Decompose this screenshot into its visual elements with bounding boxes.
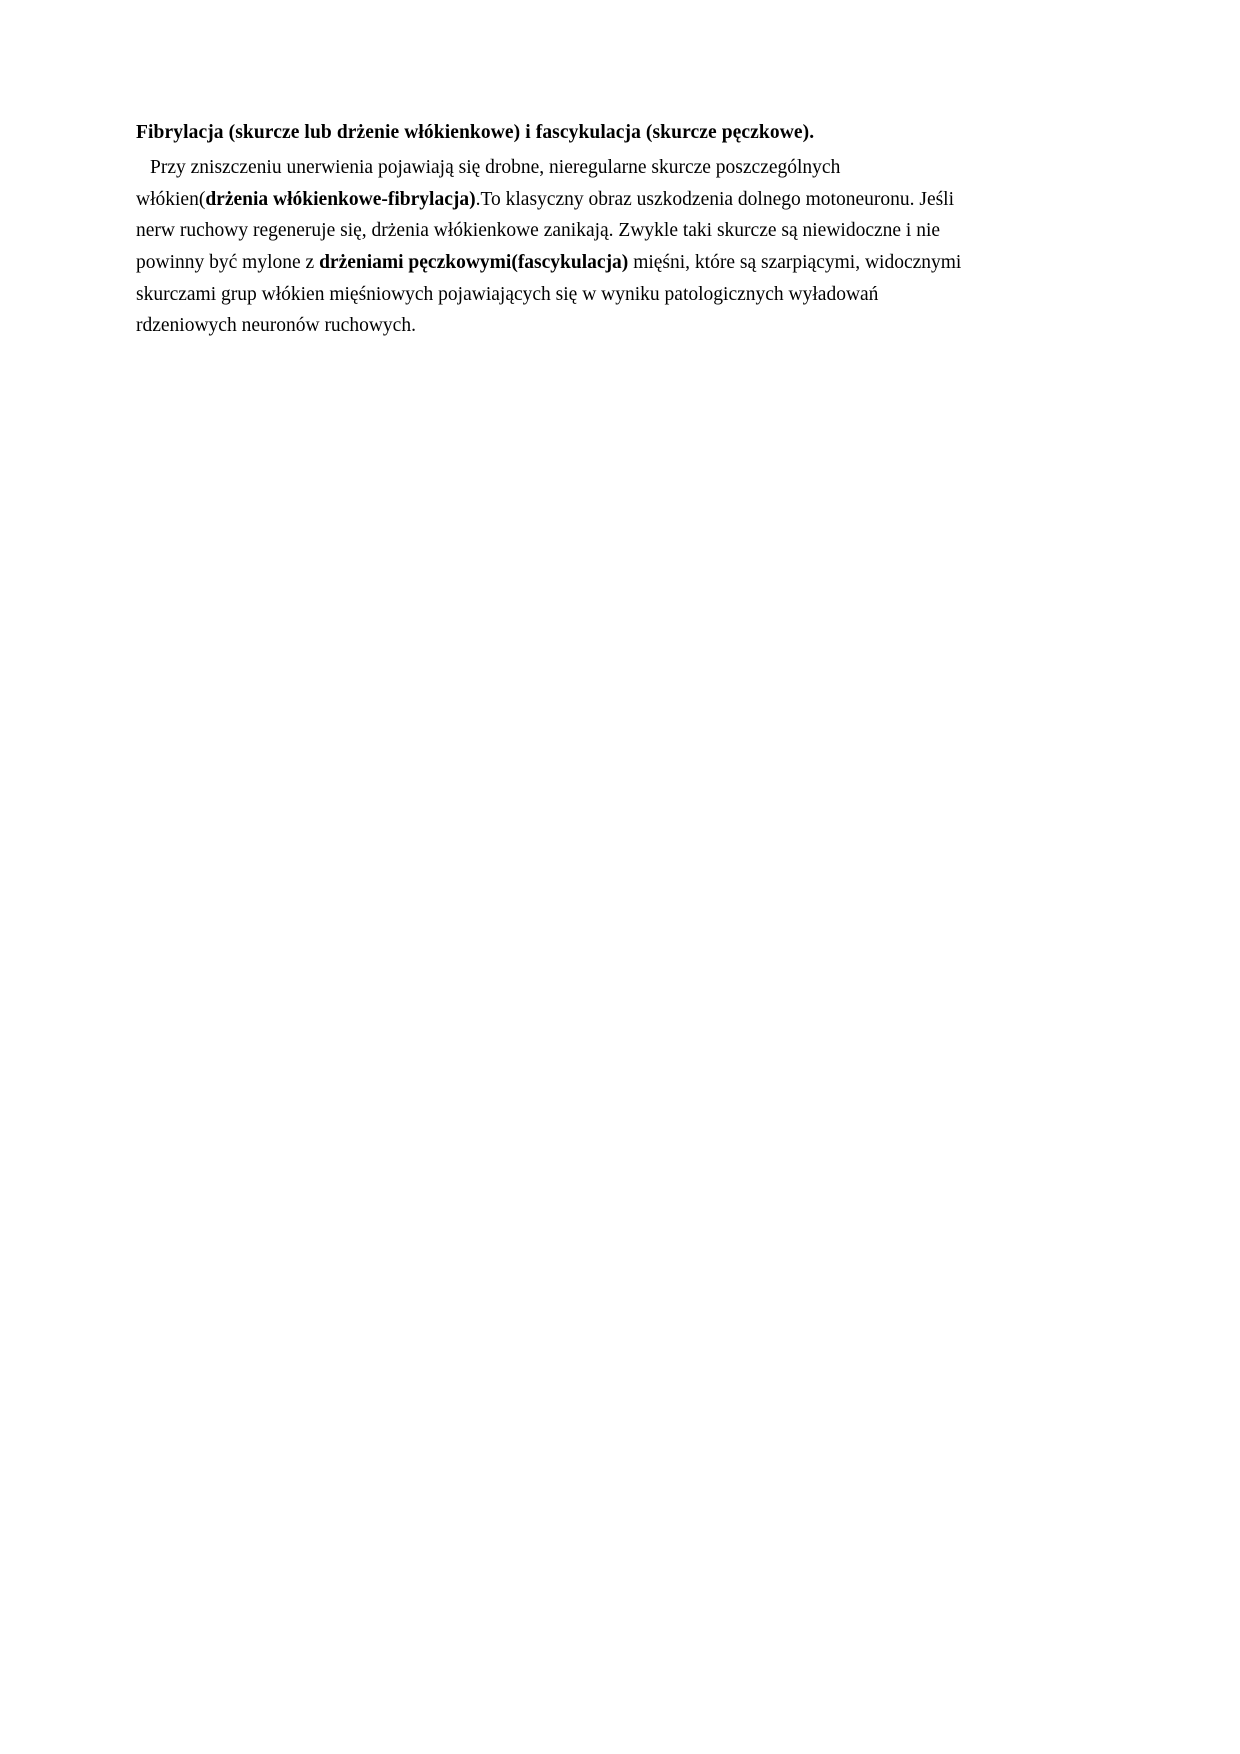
- paragraph-bold-term-1: drżenia włókienkowe-fibrylacja): [205, 188, 476, 210]
- document-text-block: [136, 118, 976, 342]
- paragraph-text-part-3: mięśni, które są szarpiącymi, widocznymi skurczami grup włókien mięśniowych pojawiających się w wyniku patologicznych wyładowań rdzeniowych neuronów ruchowych.: [136, 251, 962, 337]
- paragraph-bold-term-2: drżeniami pęczkowymi(fascykulacja): [319, 251, 629, 273]
- paragraph-text-part-1: Przy zniszczeniu unerwienia pojawiają się drobne, nieregularne skurcze poszczególnych włókien(: [136, 157, 841, 210]
- section-heading: Fibrylacja (skurcze lub drżenie włókienkowe) i fascykulacja (skurcze pęczkowe).: [136, 122, 815, 143]
- body-paragraph: [136, 152, 976, 341]
- paragraph-text-part-2: .To klasyczny obraz uszkodzenia dolnego motoneuronu. Jeśli nerw ruchowy regeneruje się, drżenia włókienkowe zanikają. Zwykle taki skurcze są niewidoczne i nie powinny być mylone z: [136, 188, 955, 273]
